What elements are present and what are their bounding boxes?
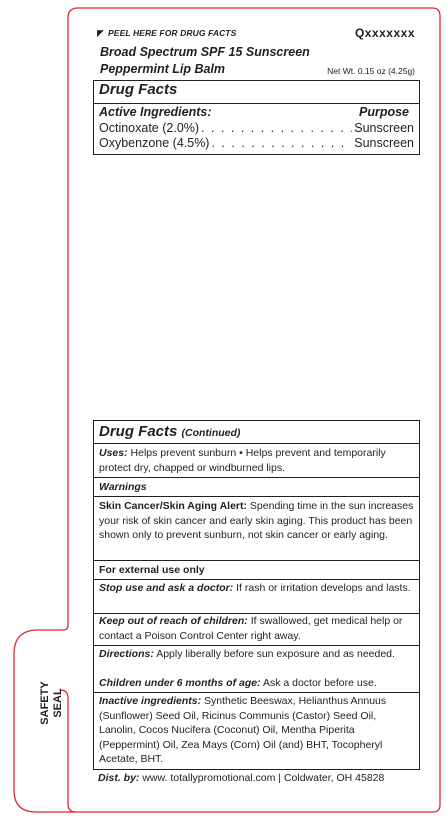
drug-facts-continued-title xyxy=(94,421,419,444)
stop-use-section xyxy=(94,581,419,596)
net-weight: Net Wt. 0.15 oz (4.25g) xyxy=(327,66,415,76)
drug-facts-continued-panel xyxy=(93,420,420,770)
children-text: Ask a doctor before use. xyxy=(262,677,377,689)
uses-label: Uses: xyxy=(99,447,128,459)
continued-title-text: Drug Facts xyxy=(99,423,178,440)
stop-use-text: If rash or irritation develops and lasts. xyxy=(236,582,411,594)
children-label: Children under 6 months of age: xyxy=(99,677,261,689)
product-code: Qxxxxxxx xyxy=(354,26,415,40)
uses-section xyxy=(94,446,419,475)
divider xyxy=(94,496,419,497)
ingredient-purpose: Sunscreen xyxy=(354,121,414,135)
inactive-text: Synthetic Beeswax, Helianthus Annuus (Sunflower) Seed Oil, Ricinus Communis (Castor) Seed Oil, Lanolin, Cocos Nucifera (Coconut) Oil, Mentha Piperita (Peppermint) Oil, Zea Mays (Corn) Oil (and) BHT, Tocopheryl Acetate, BHT. xyxy=(99,695,387,765)
uses-text: Helps prevent sunburn • Helps prevent and temporarily protect dry, chapped or windburned lips. xyxy=(99,447,386,474)
inactive-label: Inactive ingredients: xyxy=(99,695,202,707)
keep-out-text: If swallowed, get medical help or contact a Poison Control Center right away. xyxy=(99,615,403,642)
drug-facts-title: Drug Facts xyxy=(99,81,178,98)
drug-facts-panel xyxy=(93,80,420,155)
external-use-warning: For external use only xyxy=(99,564,205,576)
divider xyxy=(94,645,419,646)
divider xyxy=(94,579,419,580)
directions-label: Directions: xyxy=(99,648,154,660)
children-section xyxy=(94,676,419,691)
ingredient-row xyxy=(99,121,414,135)
dist-text: www. totallypromotional.com | Coldwater, OH 45828 xyxy=(142,772,385,784)
directions-section xyxy=(94,647,419,662)
divider xyxy=(94,443,419,444)
stop-use-label: Stop use and ask a doctor: xyxy=(99,582,234,594)
directions-text: Apply liberally before sun exposure and as needed. xyxy=(156,648,395,660)
ingredient-purpose: Sunscreen xyxy=(354,136,414,150)
purpose-heading: Purpose xyxy=(358,105,409,119)
alert-label: Skin Cancer/Skin Aging Alert: xyxy=(99,500,247,512)
alert-text: Spending time in the sun increases your risk of skin cancer and early skin aging. This product has been shown only to prevent sunburn, not skin cancer or early aging. xyxy=(99,500,414,541)
peel-arrow-icon: ◤ xyxy=(97,28,105,38)
ingredient-row xyxy=(99,136,414,150)
divider xyxy=(94,477,419,478)
product-name-line1: Broad Spectrum SPF 15 Sunscreen xyxy=(100,45,310,59)
leader-dots xyxy=(201,121,352,135)
keep-out-of-reach-section xyxy=(94,614,419,643)
safety-seal-line2: SEAL xyxy=(52,688,64,718)
ingredient-name: Oxybenzone (4.5%) xyxy=(99,136,210,150)
product-name-line2: Peppermint Lip Balm xyxy=(100,62,226,76)
divider xyxy=(94,103,419,104)
safety-seal-tab[interactable] xyxy=(39,673,65,733)
warnings-heading: Warnings xyxy=(99,481,147,493)
divider xyxy=(94,692,419,693)
continued-suffix: (Continued) xyxy=(181,427,241,439)
active-ingredients-heading: Active Ingredients: xyxy=(99,105,212,119)
inactive-ingredients-section xyxy=(94,694,419,767)
safety-seal-line1: SAFETY xyxy=(39,681,51,725)
ingredient-name: Octinoxate (2.0%) xyxy=(99,121,200,135)
skin-cancer-alert-section xyxy=(94,499,419,543)
peel-here-instruction[interactable] xyxy=(97,28,236,39)
divider xyxy=(94,560,419,561)
distributor-line xyxy=(98,772,384,784)
leader-dots xyxy=(211,136,352,150)
dist-label: Dist. by: xyxy=(98,772,140,784)
keep-out-label: Keep out of reach of children: xyxy=(99,615,248,627)
peel-text: PEEL HERE FOR DRUG FACTS xyxy=(108,28,237,38)
